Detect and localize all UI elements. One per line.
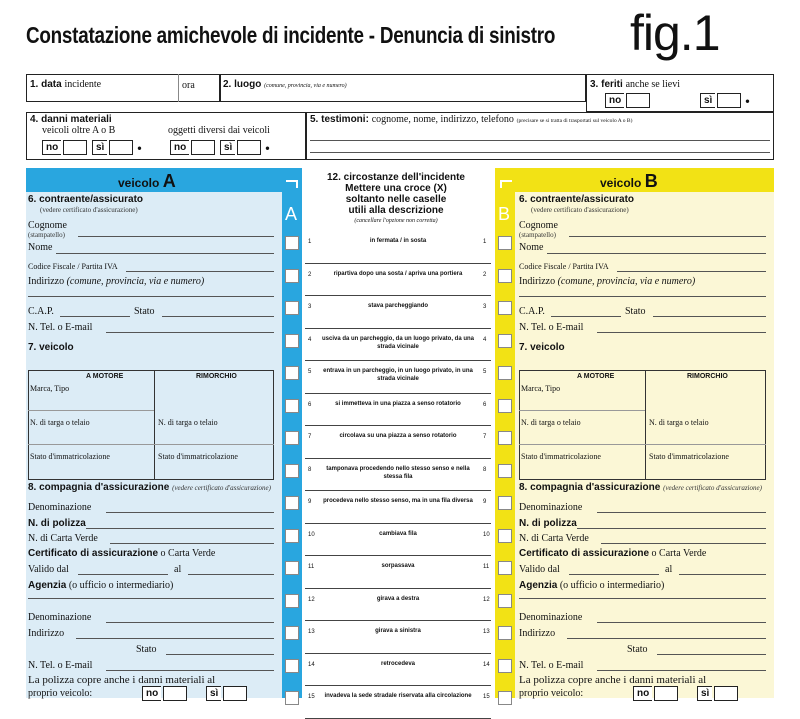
section-8-title: 8. compagnia d'assicurazione (vedere certificato d'assicurazione) [519,482,762,493]
circumstance-number: 12 [483,596,490,603]
circumstance-number: 15 [483,694,490,700]
circumstance-checkbox-a[interactable] [285,691,299,705]
tel2-label: N. Tel. o E-mail [28,660,93,671]
feriti-si-checkbox[interactable]: sì • [700,93,750,108]
circumstance-divider [305,490,491,491]
circumstance-checkbox-a[interactable] [285,626,299,640]
stato-label: Stato [134,306,155,317]
page-title: Constatazione amichevole di incidente - Denuncia di sinistro [26,22,556,48]
tel-label: N. Tel. o E-mail [28,322,93,333]
section-6-title: 6. contraente/assicurato [28,194,144,205]
circumstance-divider [305,718,491,719]
section-6-title: 6. contraente/assicurato [519,194,635,205]
col-rimorchio-header: RIMORCHIO [687,373,728,380]
targa-label: N. di targa o telaio [521,418,581,427]
col-motore-header: A MOTORE [86,373,124,380]
ora-label: ora [182,80,195,91]
section-7-title: 7. veicolo [519,342,565,353]
circumstance-checkbox-a[interactable] [285,529,299,543]
indirizzo2-label: Indirizzo [28,628,65,639]
cognome-label: Cognome [519,220,558,231]
cognome-note: (stampatello) [519,231,556,239]
field-line[interactable] [519,598,766,599]
circumstance-checkbox-a[interactable] [285,594,299,608]
carta-verde-label: N. di Carta Verde [28,533,98,544]
circumstance-number: 5 [483,369,487,375]
circumstance-checkbox-b[interactable] [498,561,512,575]
circumstance-number: 6 [308,401,312,408]
circumstance-divider [305,425,491,426]
cap-label: C.A.P. [519,306,545,317]
tel-label: N. Tel. o E-mail [519,322,584,333]
field-line[interactable] [28,598,274,599]
circumstance-checkbox-b[interactable] [498,691,512,705]
circumstance-number: 7 [483,434,487,440]
circumstance-checkbox-b[interactable] [498,659,512,673]
field-line[interactable] [601,543,766,544]
circumstance-number: 15 [308,694,315,700]
agenzia-label: Agenzia (o ufficio o intermediario) [28,580,174,591]
circumstance-checkbox-a[interactable] [285,659,299,673]
circumstance-divider [305,620,491,621]
marca-label: Marca, Tipo [521,384,561,393]
field-line[interactable] [679,574,766,575]
circumstance-checkbox-b[interactable] [498,431,512,445]
danni-oggetti-label: oggetti diversi dai veicoli [168,125,270,136]
vehicle-b-title: veicolo B [600,171,658,191]
feriti-no-checkbox[interactable]: no [605,93,650,108]
field-line[interactable] [106,670,274,671]
circumstance-text: circolava su una piazza a senso rotatorio [339,433,457,439]
field-line[interactable] [110,543,274,544]
circumstance-text: procedeva nello stesso senso, ma in una fila diversa [323,498,473,504]
vehicle-a-title: veicolo A [118,171,176,191]
circumstance-text: ripartiva dopo una sosta / apriva una portiera [333,270,463,277]
circumstance-number: 14 [308,661,315,668]
proprio-veicolo-label: proprio veicolo: [28,688,93,699]
stato-immatricolazione-rimorchio: Stato d'immatricolazione [158,452,238,461]
codice-fiscale-label: Codice Fiscale / Partita IVA [28,262,118,271]
feriti-label: 3. feriti anche se lievi [590,79,680,90]
luogo-label: 2. luogo (comune, provincia, via e numero) [223,79,347,90]
cognome-label: Cognome [28,220,67,231]
circumstance-number: 11 [308,564,315,570]
cognome-note: (stampatello) [28,231,65,239]
circumstance-checkbox-a[interactable] [285,301,299,315]
circumstance-text: invadeva la sede stradale riservata alla circolazione [324,693,472,699]
circumstances-title: 12. circostanze dell'incidente Mettere una croce (X) soltanto nelle caselle utili alla descrizione [327,172,465,216]
field-line[interactable] [56,253,274,254]
cap-label: C.A.P. [28,306,54,317]
field-line[interactable] [567,638,766,639]
testimoni-label: 5. testimoni: cognome, nome, indirizzo, telefono (precisare se si tratta di trasportati sul veicolo A o B) [310,114,633,125]
circumstance-divider [305,555,491,556]
polizza-label: N. di polizza [28,518,86,529]
field-line[interactable] [126,271,274,272]
denominazione2-label: Denominazione [519,612,583,623]
section-8-title: 8. compagnia d'assicurazione (vedere certificato d'assicurazione) [28,482,271,493]
indirizzo-label: Indirizzo (comune, provincia, via e numero) [519,276,696,287]
field-line[interactable] [657,654,766,655]
field-line[interactable] [60,316,130,317]
targa-label: N. di targa o telaio [30,418,90,427]
danni-propri-si-checkbox[interactable]: sì [697,686,738,701]
circumstance-number: 1 [308,239,312,245]
danni-veicoli-si-checkbox[interactable]: sì • [92,140,142,155]
circumstance-number: 11 [483,564,490,570]
circumstance-text: retrocedeva [380,660,416,667]
figure-label: fig.1 [630,5,720,61]
field-line[interactable] [597,670,766,671]
circumstance-divider [305,263,491,264]
polizza-copre-label: La polizza copre anche i danni materiali al [28,674,216,686]
field-line[interactable] [78,236,274,237]
circumstance-text: usciva da un parcheggio, da un luogo privato, da una strada vicinale [321,335,475,350]
field-line[interactable] [78,574,168,575]
circumstance-number: 8 [483,466,487,473]
circumstance-checkbox-a[interactable] [285,269,299,283]
field-line[interactable] [551,316,621,317]
field-line[interactable] [617,271,766,272]
data-label: 1. data incidente [30,79,102,90]
circumstance-divider [305,685,491,686]
certificato-label: Certificato di assicurazione o Carta Verde [28,548,216,559]
denominazione-label: Denominazione [519,502,583,513]
circumstance-checkbox-a[interactable] [285,366,299,380]
field-line[interactable] [597,622,766,623]
circumstance-number: 4 [308,336,312,343]
field-line[interactable] [597,512,766,513]
polizza-label: N. di polizza [519,518,577,529]
proprio-veicolo-label: proprio veicolo: [519,688,584,699]
stato-immatricolazione-rimorchio: Stato d'immatricolazione [649,452,729,461]
circumstance-checkbox-b[interactable] [498,236,512,250]
circumstance-text: stava parcheggiando [367,303,429,309]
circumstance-number: 1 [483,239,487,245]
field-line[interactable] [597,332,766,333]
circumstance-checkbox-b[interactable] [498,626,512,640]
nome-label: Nome [28,242,53,253]
field-line[interactable] [166,654,274,655]
circumstance-checkbox-b[interactable] [498,269,512,283]
indirizzo2-label: Indirizzo [519,628,556,639]
circumstance-checkbox-b[interactable] [498,301,512,315]
circumstance-checkbox-b[interactable] [498,529,512,543]
valido-label: Valido dal [519,564,560,575]
field-line[interactable] [106,512,274,513]
circumstance-number: 14 [483,661,490,668]
nome-label: Nome [519,242,544,253]
stato-immatricolazione-label: Stato d'immatricolazione [30,452,110,461]
field-line[interactable] [106,622,274,623]
section-6-note: (vedere certificato d'assicurazione) [40,206,138,214]
circumstances-subtitle: (cancellare l'opzione non corretta) [354,218,438,224]
targa-label-rimorchio: N. di targa o telaio [649,418,709,427]
circumstance-text: sorpassava [381,563,415,569]
circumstance-divider [305,360,491,361]
table-row-line [28,410,154,411]
field-line[interactable] [86,528,274,529]
circumstance-divider [305,653,491,654]
circumstance-text: entrava in un parcheggio, in un luogo privato, in una strada vicinale [323,368,473,382]
stato-immatricolazione-label: Stato d'immatricolazione [521,452,601,461]
circumstance-number: 2 [483,271,487,278]
circumstance-number: 13 [308,629,315,635]
denominazione-label: Denominazione [28,502,92,513]
field-line[interactable] [106,332,274,333]
field-line[interactable] [519,296,766,297]
circumstance-checkbox-a[interactable] [285,399,299,413]
field-line[interactable] [547,253,766,254]
field-line[interactable] [653,316,766,317]
al-label: al [174,564,182,575]
circumstance-number: 2 [308,271,312,278]
danni-veicoli-no-checkbox[interactable]: no [42,140,87,155]
field-line[interactable] [569,574,659,575]
circumstance-divider [305,458,491,459]
circumstance-number: 9 [308,499,312,505]
circumstance-number: 13 [483,629,490,635]
circumstance-number: 12 [308,596,315,603]
denominazione2-label: Denominazione [28,612,92,623]
danni-oggetti-no-checkbox[interactable]: no [170,140,215,155]
circumstance-divider [305,393,491,394]
field-line[interactable] [162,316,274,317]
danni-propri-no-checkbox[interactable]: no [633,686,678,701]
section-7-title: 7. veicolo [28,342,74,353]
circumstance-divider [305,295,491,296]
circumstance-text: girava a destra [376,595,420,602]
danni-propri-no-checkbox[interactable]: no [142,686,187,701]
circumstance-checkbox-a[interactable] [285,431,299,445]
polizza-copre-label: La polizza copre anche i danni materiali al [519,674,707,686]
table-divider [154,370,155,480]
circumstance-text: tamponava procedendo nello stesso senso e nella stessa fila [326,465,470,480]
circumstance-checkbox-a[interactable] [285,496,299,510]
circumstance-checkbox-a[interactable] [285,561,299,575]
strip-a-letter: A [285,204,298,224]
section-6-note: (vedere certificato d'assicurazione) [531,206,629,214]
circumstance-divider [305,588,491,589]
table-row-line [519,410,645,411]
strip-b-letter: B [498,204,511,224]
circumstance-number: 8 [308,466,312,473]
circumstance-number: 3 [308,304,312,310]
col-motore-header: A MOTORE [577,373,615,380]
carta-verde-label: N. di Carta Verde [519,533,589,544]
circumstance-number: 10 [483,531,490,538]
valido-label: Valido dal [28,564,69,575]
field-line[interactable] [76,638,274,639]
table-row-line [519,444,766,445]
danni-label: 4. danni materiali [30,114,112,125]
al-label: al [665,564,673,575]
circumstance-checkbox-b[interactable] [498,496,512,510]
marca-label: Marca, Tipo [30,384,70,393]
circumstance-checkbox-b[interactable] [498,464,512,478]
circumstance-checkbox-b[interactable] [498,594,512,608]
tel2-label: N. Tel. o E-mail [519,660,584,671]
danni-oggetti-si-checkbox[interactable]: sì • [220,140,270,155]
danni-propri-si-checkbox[interactable]: sì [206,686,247,701]
circumstance-text: si immetteva in una piazza a senso rotatorio [335,400,461,407]
danni-veicoli-label: veicoli oltre A o B [42,125,116,136]
stato-label: Stato [625,306,646,317]
circumstance-text: girava a sinistra [375,628,421,634]
stato2-label: Stato [136,644,157,655]
circumstance-checkbox-b[interactable] [498,334,512,348]
circumstance-divider [305,523,491,524]
table-row-line [28,444,274,445]
circumstance-checkbox-b[interactable] [498,399,512,413]
field-line[interactable] [28,296,274,297]
circumstance-number: 4 [483,336,487,343]
targa-label-rimorchio: N. di targa o telaio [158,418,218,427]
circumstance-divider [305,328,491,329]
circumstance-number: 5 [308,369,312,375]
circumstance-checkbox-a[interactable] [285,334,299,348]
agenzia-label: Agenzia (o ufficio o intermediario) [519,580,665,591]
stato2-label: Stato [627,644,648,655]
circumstance-checkbox-a[interactable] [285,464,299,478]
circumstance-text: cambiava fila [379,530,417,537]
field-line[interactable] [577,528,766,529]
field-line[interactable] [569,236,766,237]
table-divider [645,370,646,480]
circumstance-number: 10 [308,531,315,538]
circumstance-number: 3 [483,304,487,310]
indirizzo-label: Indirizzo (comune, provincia, via e numero) [28,276,205,287]
circumstance-number: 6 [483,401,487,408]
circumstance-checkbox-a[interactable] [285,236,299,250]
field-line[interactable] [188,574,274,575]
circumstance-number: 7 [308,434,312,440]
col-rimorchio-header: RIMORCHIO [196,373,237,380]
circumstance-checkbox-b[interactable] [498,366,512,380]
circumstance-number: 9 [483,499,487,505]
certificato-label: Certificato di assicurazione o Carta Verde [519,548,707,559]
codice-fiscale-label: Codice Fiscale / Partita IVA [519,262,609,271]
circumstance-text: in fermata / in sosta [369,238,427,244]
